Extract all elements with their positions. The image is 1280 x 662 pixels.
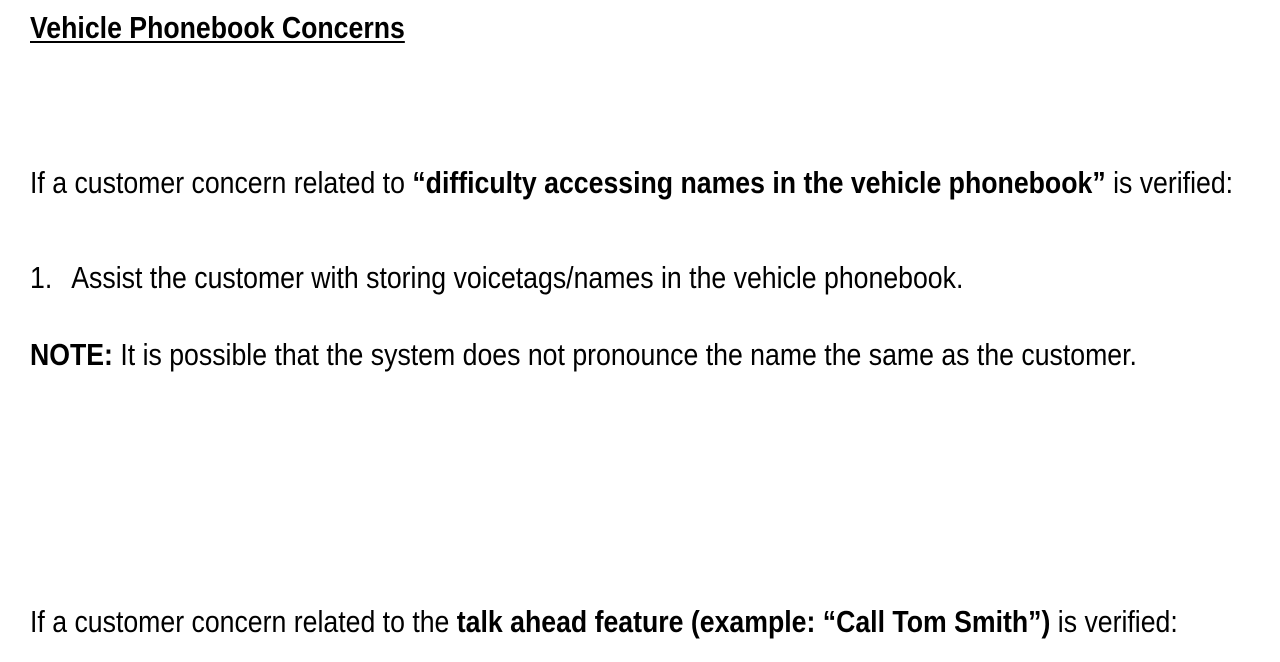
document-title: Vehicle Phonebook Concerns: [30, 10, 405, 45]
paragraph-prefix: If a customer concern related to: [30, 165, 413, 200]
note-label: NOTE:: [30, 337, 113, 372]
paragraph-emphasis: “difficulty accessing names in the vehicle phonebook”: [412, 165, 1106, 200]
list-item-number: 1.: [30, 260, 53, 295]
paragraph-prefix: If a customer concern related to the: [30, 604, 457, 639]
list-item: [30, 262, 963, 293]
list-item-text: Assist the customer with storing voicetags/names in the vehicle phonebook.: [71, 260, 964, 295]
paragraph-emphasis: talk ahead feature (example: “Call Tom Smith”): [456, 604, 1051, 639]
paragraph-difficulty-accessing: [30, 167, 1233, 198]
note-text: It is possible that the system does not pronounce the name the same as the customer.: [112, 337, 1137, 372]
paragraph-suffix: is verified:: [1050, 604, 1178, 639]
note-paragraph: [30, 339, 1137, 370]
paragraph-suffix: is verified:: [1105, 165, 1234, 200]
paragraph-talk-ahead: [30, 606, 1178, 637]
